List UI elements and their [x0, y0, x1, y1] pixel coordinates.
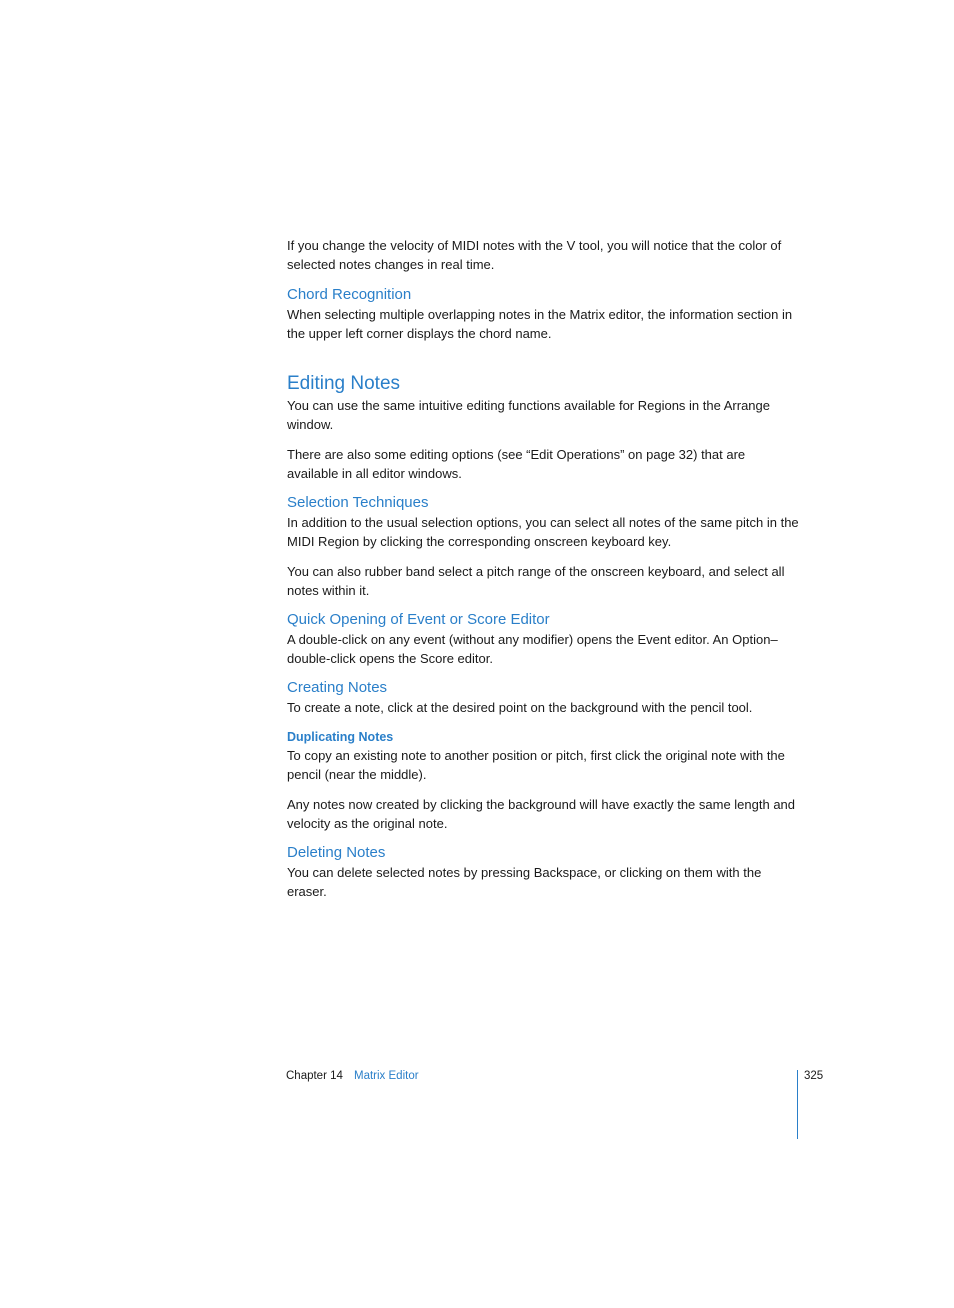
- selection-techniques-heading: Selection Techniques: [287, 494, 429, 511]
- page-body: [287, 236, 799, 901]
- creating-notes-heading: Creating Notes: [287, 679, 388, 696]
- creating-notes-paragraph: To create a note, click at the desired point on the background with the pencil tool.: [287, 700, 753, 715]
- deleting-notes-paragraph: You can delete selected notes by pressing Backspace, or clicking on them with the eraser.: [287, 865, 762, 899]
- duplicating-notes-paragraph-2: Any notes now created by clicking the background will have exactly the same length and velocity as the original note.: [287, 797, 796, 831]
- page-footer: [286, 1069, 826, 1089]
- quick-opening-heading: Quick Opening of Event or Score Editor: [287, 611, 550, 628]
- deleting-notes-heading: Deleting Notes: [287, 844, 386, 861]
- chord-recognition-heading: Chord Recognition: [287, 286, 412, 303]
- duplicating-notes-heading: Duplicating Notes: [287, 730, 394, 744]
- intro-paragraph: If you change the velocity of MIDI notes with the V tool, you will notice that the color of selected notes changes in real time.: [287, 238, 782, 272]
- editing-notes-heading: Editing Notes: [287, 373, 401, 394]
- quick-opening-paragraph: A double-click on any event (without any modifier) opens the Event editor. An Option–double-click opens the Score editor.: [287, 632, 778, 666]
- duplicating-notes-paragraph-1: To copy an existing note to another position or pitch, first click the original note with the pencil (near the middle).: [287, 748, 785, 782]
- selection-techniques-paragraph-2: You can also rubber band select a pitch range of the onscreen keyboard, and select all notes within it.: [287, 564, 785, 598]
- page-number: 325: [804, 1070, 824, 1082]
- chord-recognition-paragraph: When selecting multiple overlapping notes in the Matrix editor, the information section in the upper left corner displays the chord name.: [287, 307, 793, 341]
- footer-divider: [797, 1070, 798, 1139]
- editing-notes-paragraph-2: There are also some editing options (see “Edit Operations” on page 32) that are available in all editor windows.: [287, 447, 746, 481]
- editing-notes-paragraph-1: You can use the same intuitive editing functions available for Regions in the Arrange window.: [287, 398, 770, 432]
- footer-section-name: Matrix Editor: [354, 1070, 419, 1082]
- selection-techniques-paragraph-1: In addition to the usual selection options, you can select all notes of the same pitch in the MIDI Region by clicking the corresponding onscreen keyboard key.: [287, 515, 799, 549]
- footer-chapter: Chapter 14: [286, 1070, 343, 1082]
